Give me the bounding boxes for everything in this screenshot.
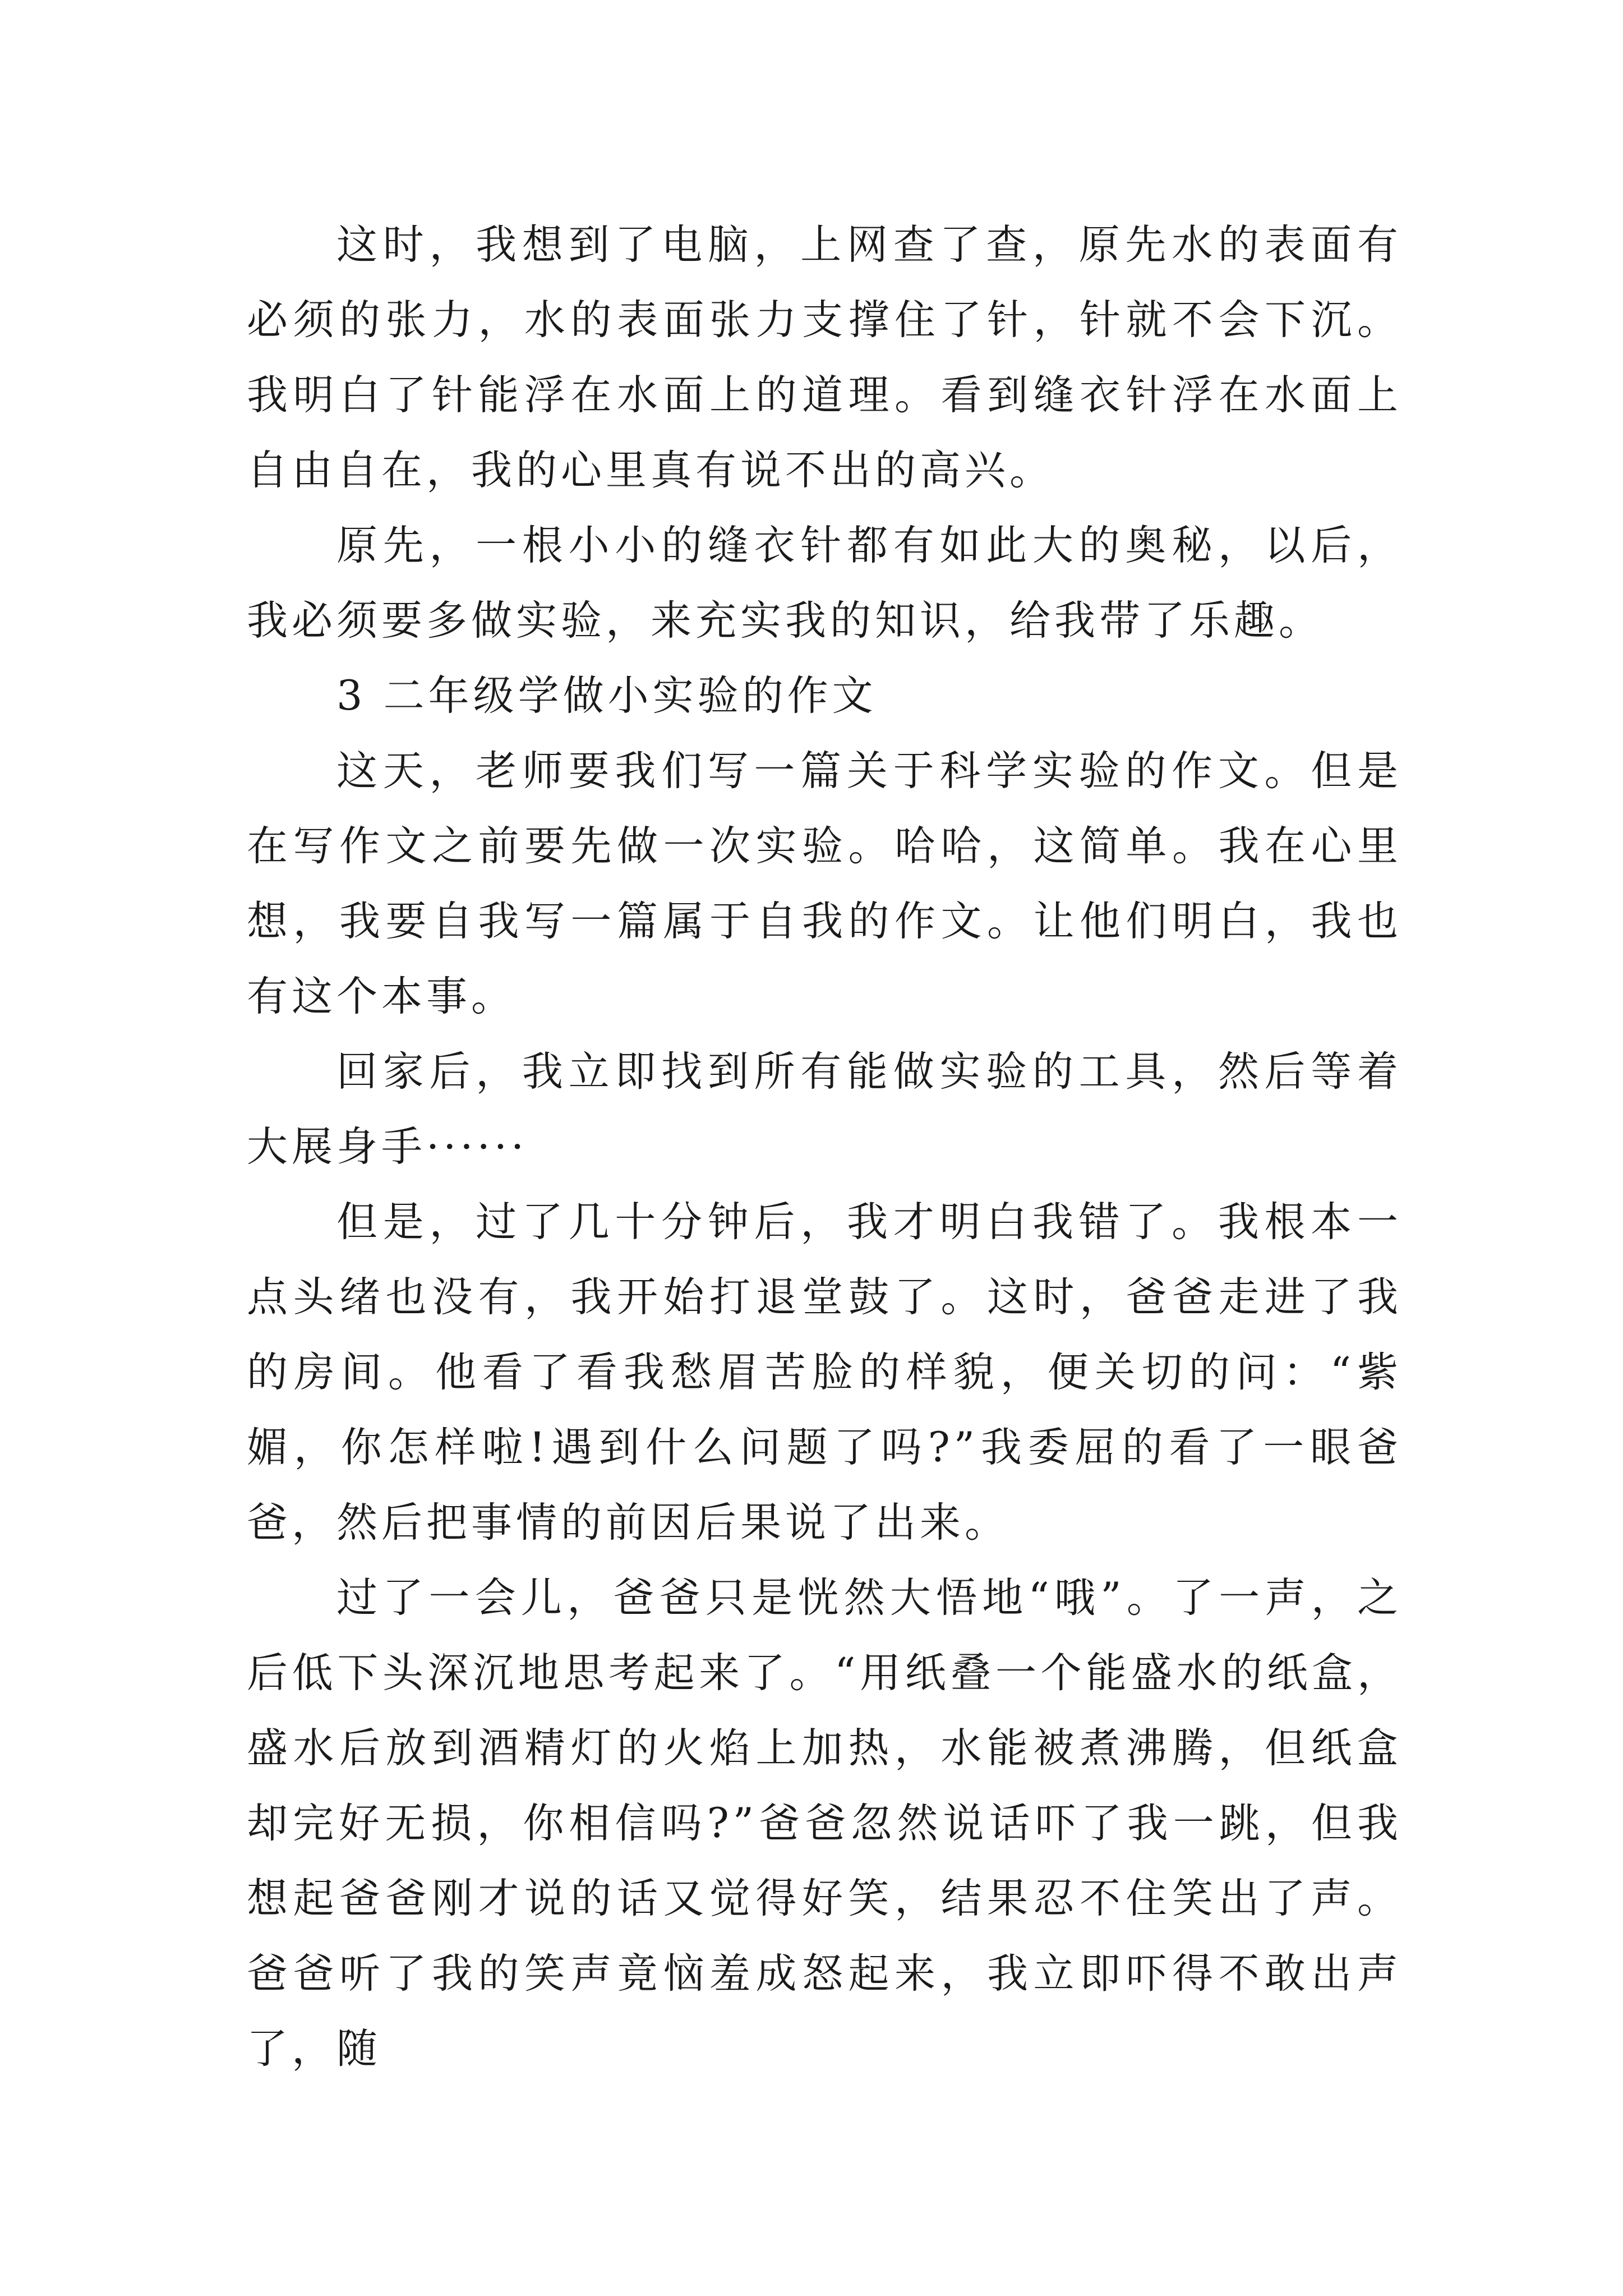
- paragraph-needle-tension: 这时，我想到了电脑，上网查了查，原先水的表面有必须的张力，水的表面张力支撑住了针，针就不会下沉。我明白了针能浮在水面上的道理。看到缝衣针浮在水面上自由自在，我的心里真有说不出的高兴。: [247, 221, 1402, 494]
- paragraph-gather-tools: 回家后，我立即找到所有能做实验的工具，然后等着大展身手······: [247, 1048, 1402, 1171]
- paragraph-no-idea: 但是，过了几十分钟后，我才明白我错了。我根本一点头绪也没有，我开始打退堂鼓了。这时，爸爸走进了我的房间。他看了看我愁眉苦脸的样貌，便关切的问：“紫媚，你怎样啦!遇到什么问题了吗?”我委屈的看了一眼爸爸，然后把事情的前因后果说了出来。: [247, 1198, 1402, 1547]
- document-body: [247, 208, 1402, 2087]
- paragraph-needle-conclusion: 原先，一根小小的缝衣针都有如此大的奥秘，以后，我必须要多做实验，来充实我的知识，给我带了乐趣。: [247, 522, 1402, 645]
- paragraph-paper-box: 过了一会儿，爸爸只是恍然大悟地“哦”。了一声，之后低下头深沉地思考起来了。“用纸叠一个能盛水的纸盒，盛水后放到酒精灯的火焰上加热，水能被煮沸腾，但纸盒却完好无损，你相信吗?”爸爸忽然说话吓了我一跳，但我想起爸爸刚才说的话又觉得好笑，结果忍不住笑出了声。爸爸听了我的笑声竟恼羞成怒起来，我立即吓得不敢出声了，随: [247, 1574, 1402, 2073]
- paragraph-teacher-assignment: 这天，老师要我们写一篇关于科学实验的作文。但是在写作文之前要先做一次实验。哈哈，这简单。我在心里想，我要自我写一篇属于自我的作文。让他们明白，我也有这个本事。: [247, 747, 1402, 1020]
- section-heading: 3 二年级学做小实验的作文: [336, 672, 877, 720]
